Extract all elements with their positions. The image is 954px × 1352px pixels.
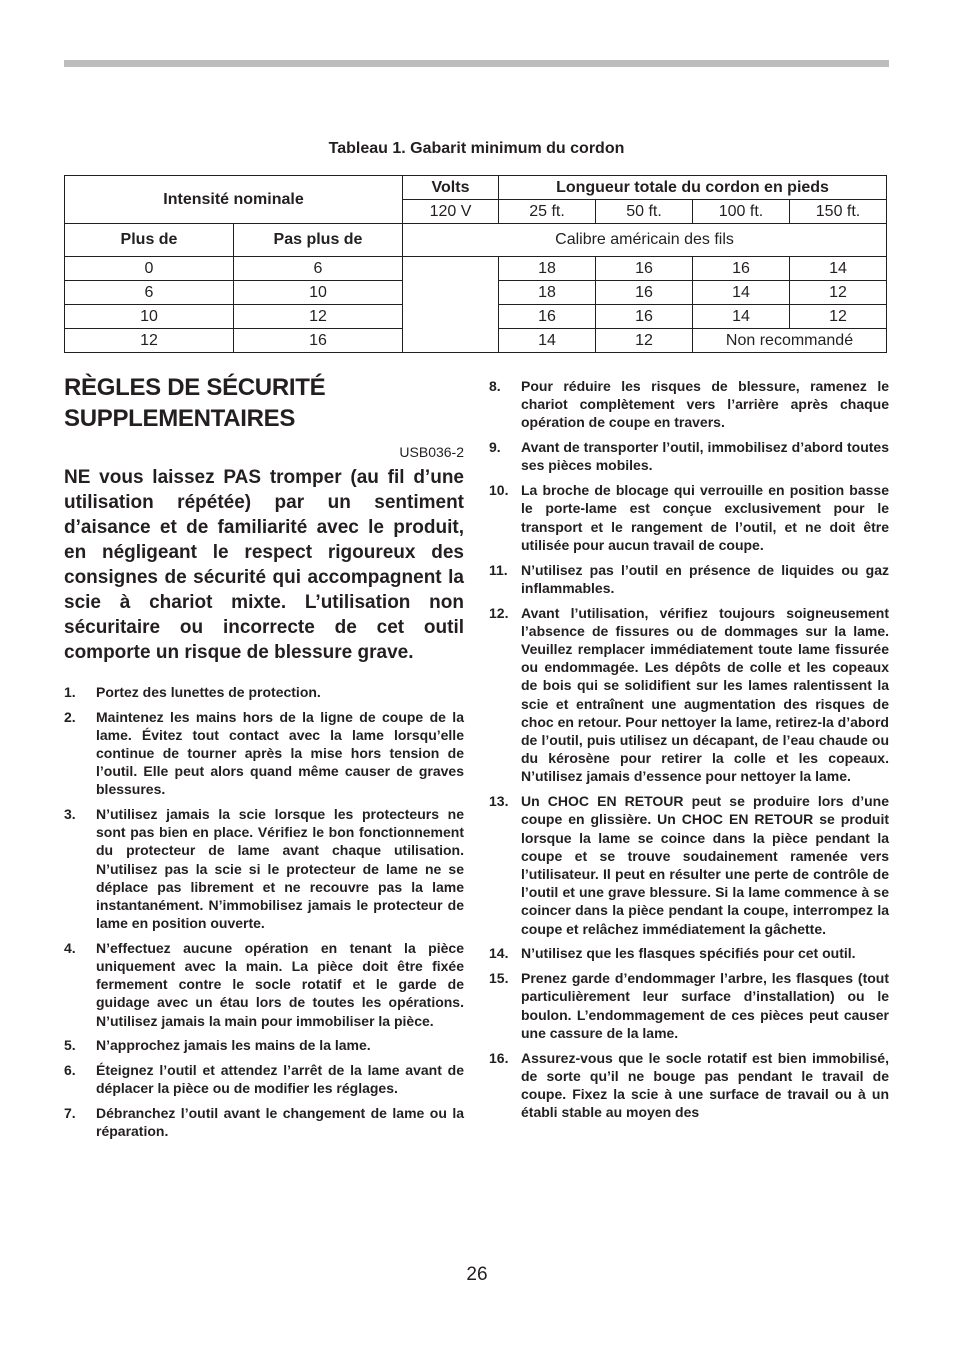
header-calibre: Calibre américain des fils bbox=[403, 224, 887, 257]
right-column bbox=[489, 377, 889, 1128]
cell-gauge: 14 bbox=[693, 305, 790, 329]
list-item bbox=[489, 438, 889, 474]
item-text: Portez des lunettes de protection. bbox=[96, 684, 321, 700]
cell-gauge: 12 bbox=[596, 329, 693, 353]
item-number: 1. bbox=[64, 684, 76, 700]
list-item bbox=[489, 969, 889, 1042]
item-text: Pour réduire les risques de blessure, ramenez le chariot complètement vers l’arrière après chaque opération de coupe en travers. bbox=[521, 378, 889, 431]
item-number: 2. bbox=[64, 708, 76, 725]
top-rule bbox=[64, 60, 889, 67]
item-text: Prenez garde d’endommager l’arbre, les flasques (tout particulièrement leur surface d’installation) ou le boulon. L’endommagement de ces pièces peut causer une cassure de la lame. bbox=[521, 970, 889, 1041]
item-text: Débranchez l’outil avant le changement de lame ou la réparation. bbox=[96, 1104, 464, 1139]
section-heading bbox=[64, 372, 464, 434]
heading-line-1: RÈGLES DE SÉCURITÉ bbox=[64, 374, 326, 401]
item-number: 11. bbox=[489, 561, 508, 578]
item-number: 12. bbox=[489, 604, 509, 621]
item-number: 5. bbox=[64, 1037, 76, 1054]
cell-from: 10 bbox=[65, 305, 234, 329]
table-row bbox=[65, 257, 887, 281]
cell-gauge: 14 bbox=[790, 257, 887, 281]
item-number: 9. bbox=[489, 439, 501, 456]
item-text: Avant l’utilisation, vérifiez toujours soigneusement l’absence de fissures ou de dommages sur la lame. Veuillez remplacer immédiatement toute lame fissurée ou endommagée. Les dépôts de colle et les copeaux de bois qui se solidifient sur les lames ralentissent la scie et entraînent une augmentation des risques de choc en retour. Pour nettoyer la lame, retirez-la d’abord de l’outil, puis utilisez un décapant, de l’eau chaude ou du kérosène pour retirer la colle et les copeaux. N’utilisez jamais d’essence pour nettoyer la lame. bbox=[521, 604, 889, 785]
reference-code: USB036-2 bbox=[399, 444, 464, 460]
cell-blank bbox=[403, 257, 499, 353]
length-150: 150 ft. bbox=[790, 200, 887, 224]
cell-from: 0 bbox=[65, 257, 234, 281]
list-item bbox=[64, 683, 464, 701]
item-text: N’utilisez pas l’outil en présence de liquides ou gaz inflammables. bbox=[521, 561, 889, 596]
item-text: N’effectuez aucune opération en tenant la pièce uniquement avec la main. La pièce doit être fixée fermement contre le socle rotatif et le garde de guidage avec un étau lors de toutes les opérations. N’utilisez jamais la main pour immobiliser la pièce. bbox=[96, 939, 464, 1029]
list-item bbox=[64, 939, 464, 1030]
item-text: Un CHOC EN RETOUR peut se produire lors d’une coupe en glissière. Un CHOC EN RETOUR se produit lorsque la lame se coince dans la pièce pendant la coupe et se trouve soudainement ramenée vers l’utilisateur. Il peut en résulter une perte de contrôle de l’outil et une grave blessure. Si la lame commence à se coincer dans la pièce pendant la coupe, interrompez la coupe et relâchez immédiatement la gâchette. bbox=[521, 793, 889, 937]
item-number: 15. bbox=[489, 970, 509, 987]
list-item bbox=[64, 805, 464, 932]
cell-gauge: 16 bbox=[499, 305, 596, 329]
cell-gauge: 14 bbox=[693, 281, 790, 305]
list-item bbox=[489, 377, 889, 432]
cell-gauge: 12 bbox=[790, 305, 887, 329]
cell-from: 12 bbox=[65, 329, 234, 353]
item-number: 6. bbox=[64, 1061, 76, 1078]
list-item bbox=[64, 1036, 464, 1054]
list-item bbox=[489, 792, 889, 938]
rules-list-right bbox=[489, 377, 889, 1121]
item-text: Assurez-vous que le socle rotatif est bien immobilisé, de sorte qu’il ne bouge pas pendant le travail de coupe. Fixez la scie à une surface de travail ou à un établi stable au moyen des bbox=[521, 1049, 889, 1121]
item-text: Avant de transporter l’outil, immobilisez d’abord toutes ses pièces mobiles. bbox=[521, 439, 889, 474]
cell-gauge: 18 bbox=[499, 257, 596, 281]
list-item bbox=[489, 944, 889, 962]
warning-paragraph: NE vous laissez PAS tromper (au fil d’une utilisation répétée) par un sentiment d’aisance et de familiarité avec le produit, en négligeant le respect rigoureux des consignes de sécurité qui accompagnent la scie à chariot mixte. L’utilisation non sécuritaire ou incorrecte de cet outil comporte un risque de blessure grave. bbox=[64, 467, 464, 663]
length-25: 25 ft. bbox=[499, 200, 596, 224]
cell-gauge: 18 bbox=[499, 281, 596, 305]
cell-gauge: 16 bbox=[596, 305, 693, 329]
item-number: 10. bbox=[489, 482, 509, 499]
list-item bbox=[489, 481, 889, 554]
list-item bbox=[489, 1049, 889, 1122]
rules-list-left bbox=[64, 683, 464, 1140]
volts-value: 120 V bbox=[403, 200, 499, 224]
cell-to: 16 bbox=[234, 329, 403, 353]
list-item bbox=[64, 1061, 464, 1097]
item-text: N’utilisez jamais la scie lorsque les protecteurs ne sont pas bien en place. Vérifiez le bon fonctionnement du protecteur de lame avant chaque utilisation. N’utilisez pas la scie si le protecteur de lame ne se déplace pas librement et ne recouvre pas la lame instantanément. N’immobilisez jamais le protecteur de lame en position ouverte. bbox=[96, 806, 464, 932]
list-item bbox=[489, 604, 889, 786]
cell-to: 10 bbox=[234, 281, 403, 305]
header-intensite: Intensité nominale bbox=[65, 176, 403, 224]
cell-from: 6 bbox=[65, 281, 234, 305]
length-50: 50 ft. bbox=[596, 200, 693, 224]
length-100: 100 ft. bbox=[693, 200, 790, 224]
item-text: N’approchez jamais les mains de la lame. bbox=[96, 1037, 371, 1054]
cell-gauge: 14 bbox=[499, 329, 596, 353]
cell-note: Non recommandé bbox=[693, 329, 887, 353]
header-volts: Volts bbox=[403, 176, 499, 200]
item-number: 7. bbox=[64, 1104, 76, 1121]
item-text: Éteignez l’outil et attendez l’arrêt de la lame avant de déplacer la pièce ou de modifier les réglages. bbox=[96, 1061, 464, 1097]
list-item bbox=[489, 561, 889, 597]
item-number: 8. bbox=[489, 378, 501, 394]
table-title: Tableau 1. Gabarit minimum du cordon bbox=[328, 140, 625, 157]
item-number: 16. bbox=[489, 1049, 509, 1066]
list-item bbox=[64, 1104, 464, 1140]
item-number: 13. bbox=[489, 793, 509, 810]
page-number: 26 bbox=[466, 1264, 488, 1285]
header-pas-plus-de: Pas plus de bbox=[234, 224, 403, 257]
item-number: 14. bbox=[489, 945, 509, 962]
item-number: 4. bbox=[64, 939, 76, 956]
left-column bbox=[64, 372, 464, 1146]
cell-to: 6 bbox=[234, 257, 403, 281]
cell-gauge: 16 bbox=[596, 281, 693, 305]
cell-gauge: 16 bbox=[596, 257, 693, 281]
cell-to: 12 bbox=[234, 305, 403, 329]
heading-line-2: SUPPLEMENTAIRES bbox=[64, 405, 296, 432]
item-text: N’utilisez que les flasques spécifiés pour cet outil. bbox=[521, 945, 856, 962]
item-text: La broche de blocage qui verrouille en position basse le porte-lame est conçue exclusivement pour le transport et le rangement de l’outil, et ne doit être utilisée pour aucun travail de coupe. bbox=[521, 482, 889, 553]
item-number: 3. bbox=[64, 806, 76, 822]
header-plus-de: Plus de bbox=[65, 224, 234, 257]
cell-gauge: 16 bbox=[693, 257, 790, 281]
item-text: Maintenez les mains hors de la ligne de coupe de la lame. Évitez tout contact avec la lame lorsqu’elle continue de tourner après la mise hors tension de l’outil. Elle peut alors quand même causer de graves blessures. bbox=[96, 708, 464, 798]
cord-gauge-table bbox=[64, 175, 887, 353]
header-longueur: Longueur totale du cordon en pieds bbox=[499, 176, 887, 200]
list-item bbox=[64, 708, 464, 799]
cell-gauge: 12 bbox=[790, 281, 887, 305]
